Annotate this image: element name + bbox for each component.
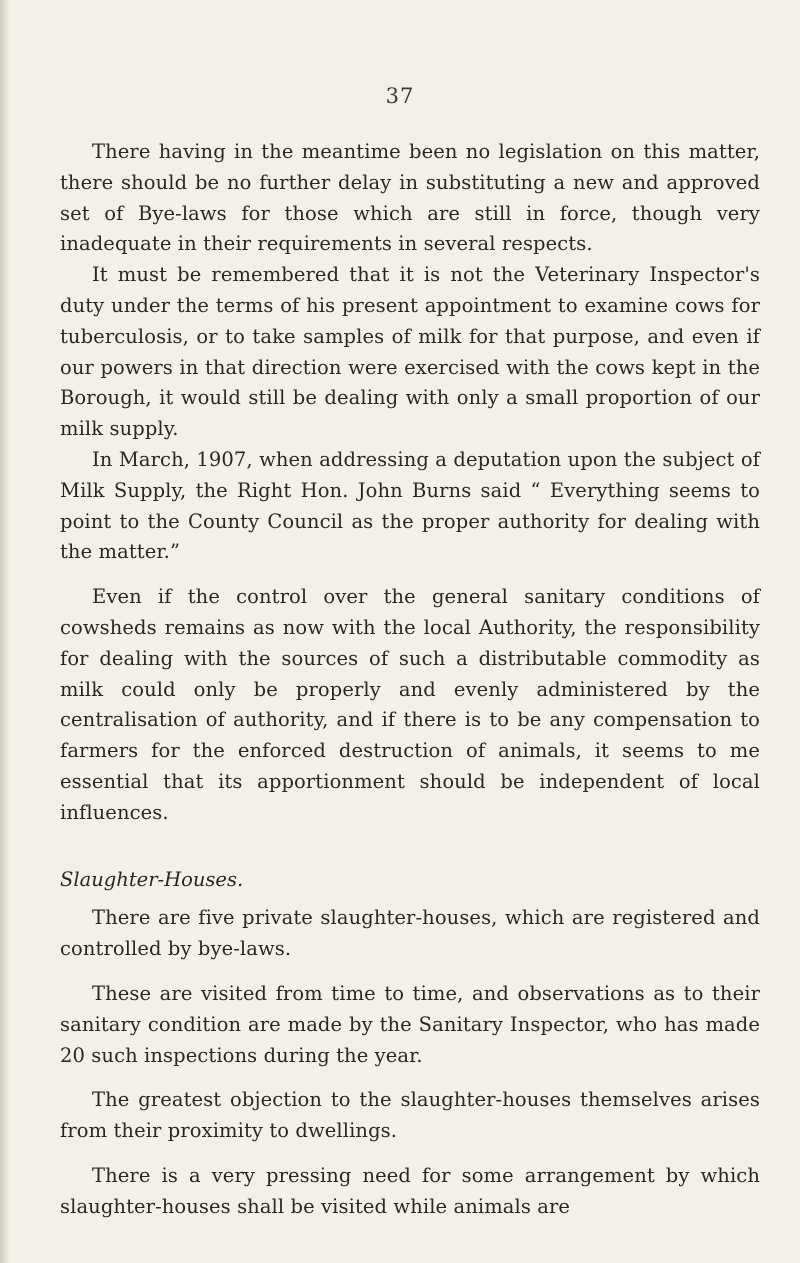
paragraph-inspections: These are visited from time to time, and observations as to their sanitary condition are made by the Sanitary Inspector, who has made 20 such inspections during the year. [60,981,760,1067]
paragraph-centralisation: Even if the control over the general sanitary conditions of cowsheds remains as now with the local Authority, the responsibility for dealing with the sources of such a distributable commodity as milk could only be properly and evenly administered by the centralisation of authority, and if there is to be any compensation to farmers for the enforced destruction of animals, it seems to me essential that its apportionment should be independent of local influences. [60,585,760,824]
paragraph-bye-laws: There having in the meantime been no legislation on this matter, there should be no further delay in substituting a new and approved set of Bye-laws for those which are still in force, though very inadequate in their requirements in several respects. [60,140,760,256]
paragraph-veterinary-inspector: It must be remembered that it is not the Veterinary Inspector's duty under the terms of his present appointment to examine cows for tuberculosis, or to take samples of milk for that purpose, and even if our powers in that direction were exercised with the cows kept in the Borough, it would still be dealing with only a small proportion of our milk supply. [60,263,760,441]
paragraph-private-slaughter-houses: There are five private slaughter-houses, which are registered and controlled by bye-laws. [60,906,760,961]
paragraph-proximity-objection: The greatest objection to the slaughter-houses themselves arises from their proximity to dwellings. [60,1088,760,1143]
section-heading-slaughter-houses: Slaughter-Houses. [60,867,244,891]
paragraph-pressing-need: There is a very pressing need for some arrangement by which slaughter-houses shall be visited while animals are [60,1163,760,1218]
document-body [60,137,760,1223]
page-number: 37 [385,84,415,108]
paragraph-john-burns-quote: In March, 1907, when addressing a deputation upon the subject of Milk Supply, the Right Hon. John Burns said “ Everything seems to point to the County Council as the proper authority for dealing with the matter.” [60,447,760,564]
page-binding-edge [0,0,10,1263]
